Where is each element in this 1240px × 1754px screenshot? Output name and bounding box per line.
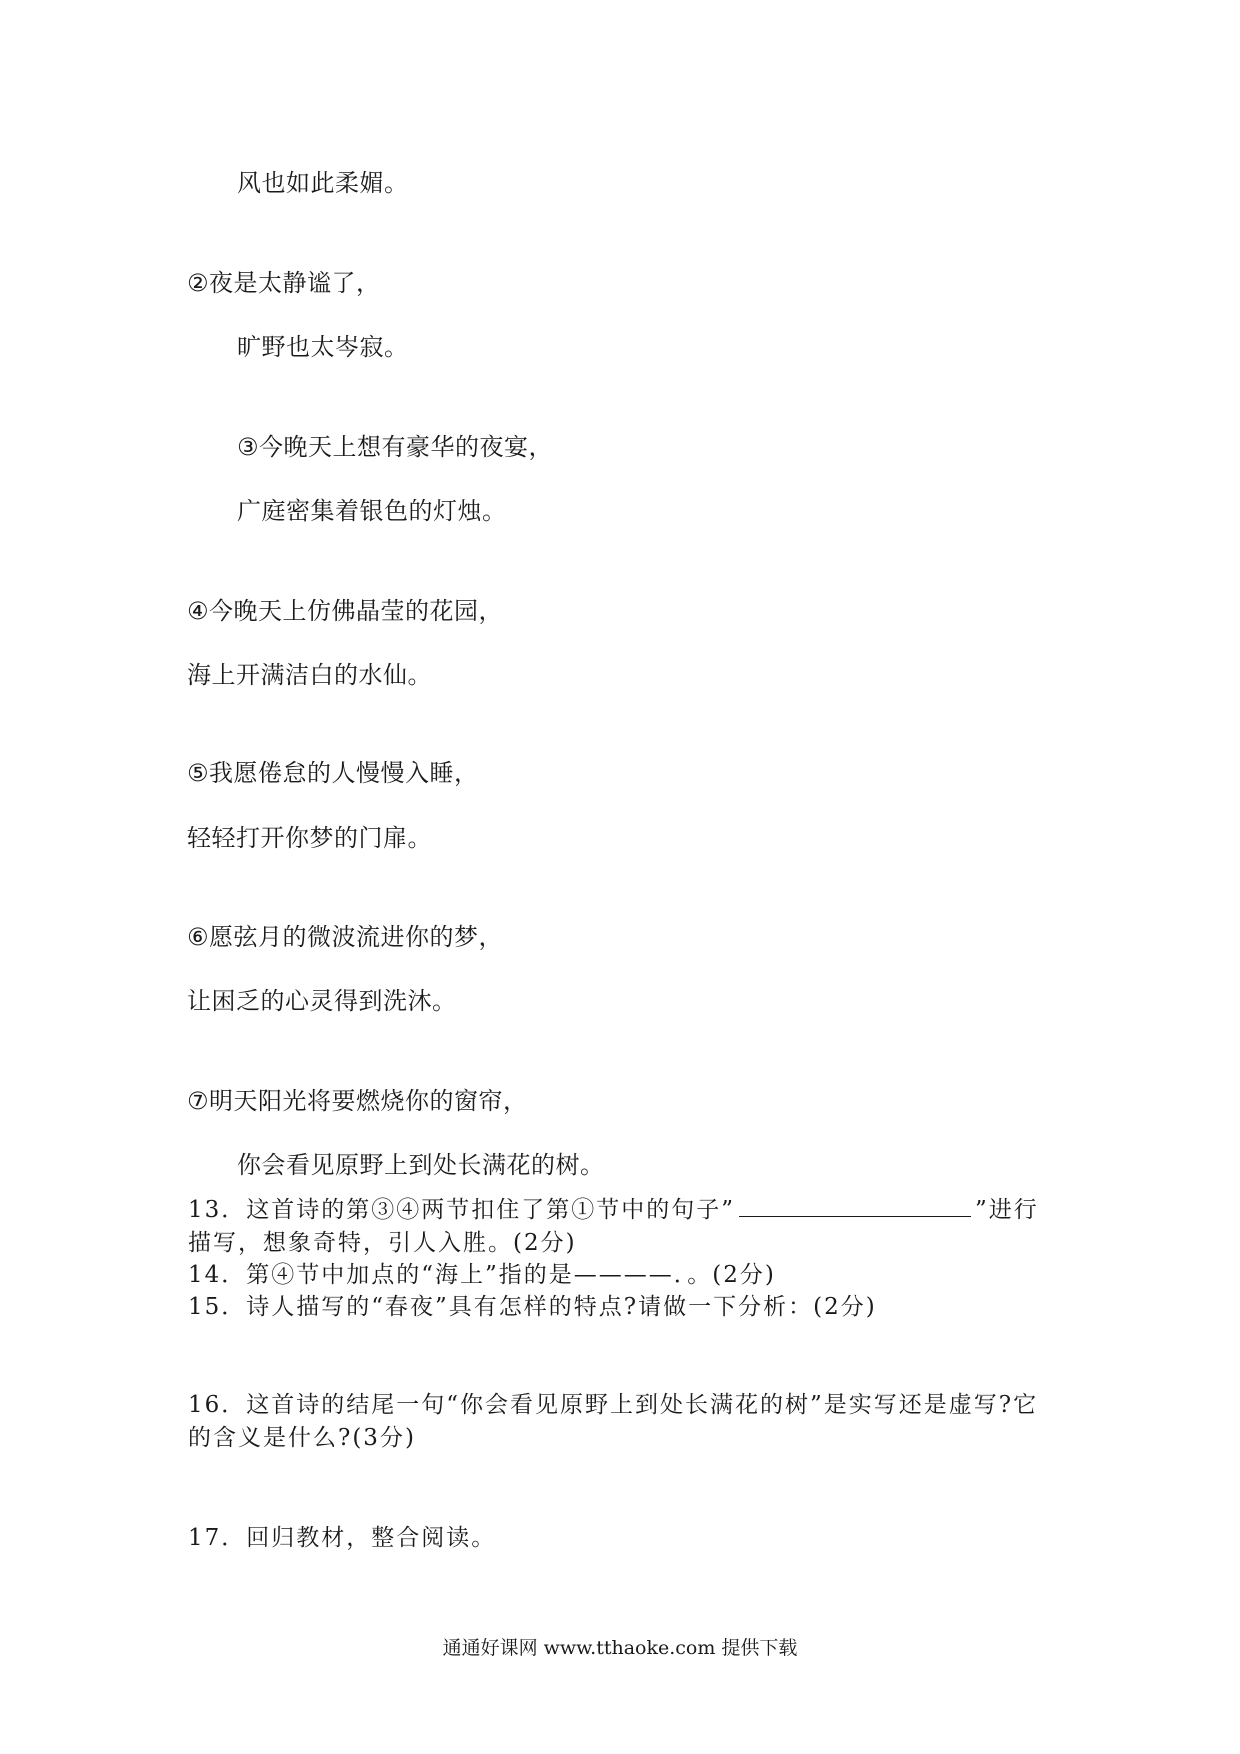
question-16-line-2: 的含义是什么?(3分): [188, 1425, 416, 1451]
poem-line-3: 旷野也太岑寂。: [237, 333, 409, 361]
poem-line-7: 海上开满洁白的水仙。: [187, 661, 432, 689]
question-13-text-end: ”进行: [975, 1197, 1039, 1223]
poem-line-4: ③今晚天上想有豪华的夜宴，: [237, 433, 554, 461]
poem-line-2: ②夜是太静谧了，: [187, 269, 381, 297]
poem-line-8: ⑤我愿倦怠的人慢慢入睡，: [187, 759, 479, 787]
question-13-line-2: 描写，想象奇特，引人入胜。(2分): [188, 1230, 577, 1256]
poem-line-13: 你会看见原野上到处长满花的树。: [237, 1151, 605, 1179]
poem-line-10: ⑥愿弦月的微波流进你的梦，: [187, 923, 504, 951]
question-15: 15．诗人描写的“春夜”具有怎样的特点?请做一下分析：(2分): [188, 1294, 877, 1320]
question-16: 16．这首诗的结尾一句“你会看见原野上到处长满花的树”是实写还是虚写?它: [188, 1392, 1039, 1418]
poem-line-12: ⑦明天阳光将要燃烧你的窗帘，: [187, 1087, 528, 1115]
poem-line-11: 让困乏的心灵得到洗沐。: [187, 987, 457, 1015]
poem-line-9: 轻轻打开你梦的门扉。: [187, 824, 432, 852]
question-13-text: 13．这首诗的第③④两节扣住了第①节中的句子”: [188, 1197, 736, 1223]
poem-line-1: 风也如此柔媚。: [237, 169, 409, 197]
question-13: [188, 1195, 1039, 1225]
answer-blank[interactable]: [739, 1196, 971, 1217]
poem-line-5: 广庭密集着银色的灯烛。: [237, 497, 507, 525]
poem-line-6: ④今晚天上仿佛晶莹的花园，: [187, 597, 504, 625]
question-14: 14．第④节中加点的“海上”指的是————．。(2分): [188, 1262, 776, 1288]
question-17: 17．回归教材，整合阅读。: [188, 1525, 497, 1551]
page-footer: 通通好课网 www.tthaoke.com 提供下载: [442, 1637, 798, 1659]
